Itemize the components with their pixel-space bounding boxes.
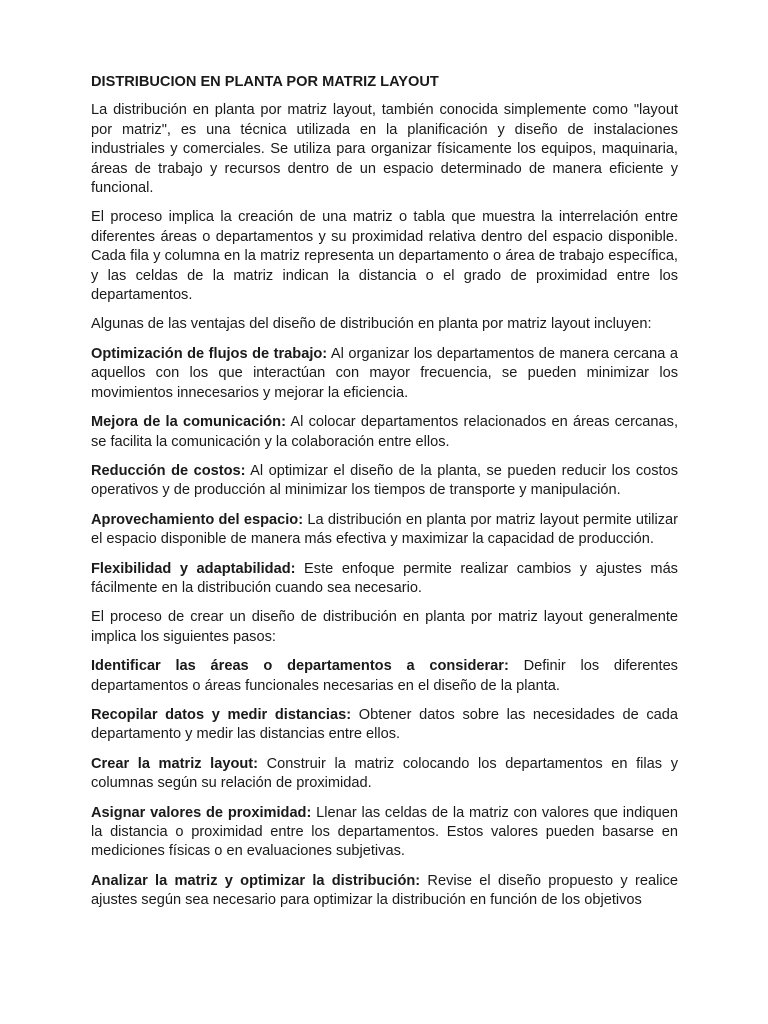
step-term: Analizar la matriz y optimizar la distribución:: [91, 872, 421, 889]
advantage-item: [91, 560, 678, 599]
advantage-text: Este enfoque permite realizar cambios y ajustes más fácilmente en la distribución cuando sea necesario.: [91, 560, 678, 596]
advantage-text: Al organizar los departamentos de manera cercana a aquellos con los que interactúan con mayor frecuencia, se pueden minimizar los movimientos innecesarios y mejorar la eficiencia.: [91, 345, 678, 401]
step-text: Definir los diferentes departamentos o áreas funcionales necesarias en el diseño de la planta.: [91, 658, 678, 694]
advantage-text: Al optimizar el diseño de la planta, se pueden reducir los costos operativos y de producción al minimizar los tiempos de transporte y manipulación.: [91, 462, 678, 499]
intro-paragraph: El proceso implica la creación de una matriz o tabla que muestra la interrelación entre diferentes áreas o departamentos y su proximidad relativa dentro del espacio disponible. Cada fila y columna en la matriz representa un departamento o área de trabajo específica, y las celdas de la matriz indican la distancia o el grado de proximidad entre los departamentos.: [91, 209, 678, 304]
step-text: Construir la matriz colocando los departamentos en filas y columnas según su relación de proximidad.: [91, 755, 678, 792]
advantage-text: La distribución en planta por matriz layout permite utilizar el espacio disponible de manera más efectiva y maximizar la capacidad de producción.: [91, 511, 678, 548]
step-term: Asignar valores de proximidad:: [91, 804, 312, 821]
advantage-term: Flexibilidad y adaptabilidad:: [91, 560, 296, 577]
advantage-term: Mejora de la comunicación:: [91, 414, 286, 431]
advantage-term: Aprovechamiento del espacio:: [91, 511, 304, 528]
step-term: Identificar las áreas o departamentos a considerar:: [91, 658, 509, 675]
advantage-term: Reducción de costos:: [91, 462, 246, 479]
step-item: [91, 872, 678, 911]
step-term: Crear la matriz layout:: [91, 755, 259, 772]
advantage-item: [91, 511, 678, 550]
document-title: DISTRIBUCION EN PLANTA POR MATRIZ LAYOUT: [91, 74, 439, 90]
step-item: [91, 706, 678, 745]
advantage-term: Optimización de flujos de trabajo:: [91, 345, 328, 362]
advantages-intro: Algunas de las ventajas del diseño de distribución en planta por matriz layout incluyen:: [91, 316, 652, 333]
step-item: [91, 755, 678, 794]
advantage-text: Al colocar departamentos relacionados en áreas cercanas, se facilita la comunicación y la colaboración entre ellos.: [91, 414, 679, 450]
advantage-item: [91, 345, 678, 403]
step-item: [91, 657, 678, 696]
step-text: Obtener datos sobre las necesidades de cada departamento y medir las distancias entre ellos.: [91, 706, 678, 743]
step-item: [91, 804, 678, 862]
steps-intro: El proceso de crear un diseño de distribución en planta por matriz layout generalmente implica los siguientes pasos:: [91, 609, 678, 645]
step-term: Recopilar datos y medir distancias:: [91, 706, 352, 723]
advantage-item: [91, 462, 678, 501]
intro-paragraph: La distribución en planta por matriz layout, también conocida simplemente como "layout por matriz", es una técnica utilizada en la planificación y diseño de instalaciones industriales y comerciales. Se utiliza para organizar físicamente los equipos, maquinaria, áreas de trabajo y recursos dentro de un espacio determinado de manera eficiente y funcional.: [91, 102, 678, 197]
document-page: [91, 73, 678, 921]
advantage-item: [91, 413, 678, 452]
step-text: Revise el diseño propuesto y realice ajustes según sea necesario para optimizar la distribución en función de los objetivos: [91, 872, 678, 909]
step-text: Llenar las celdas de la matriz con valores que indiquen la distancia o proximidad entre los departamentos. Estos valores pueden basarse en mediciones físicas o en evaluaciones subjetivas.: [91, 804, 678, 860]
